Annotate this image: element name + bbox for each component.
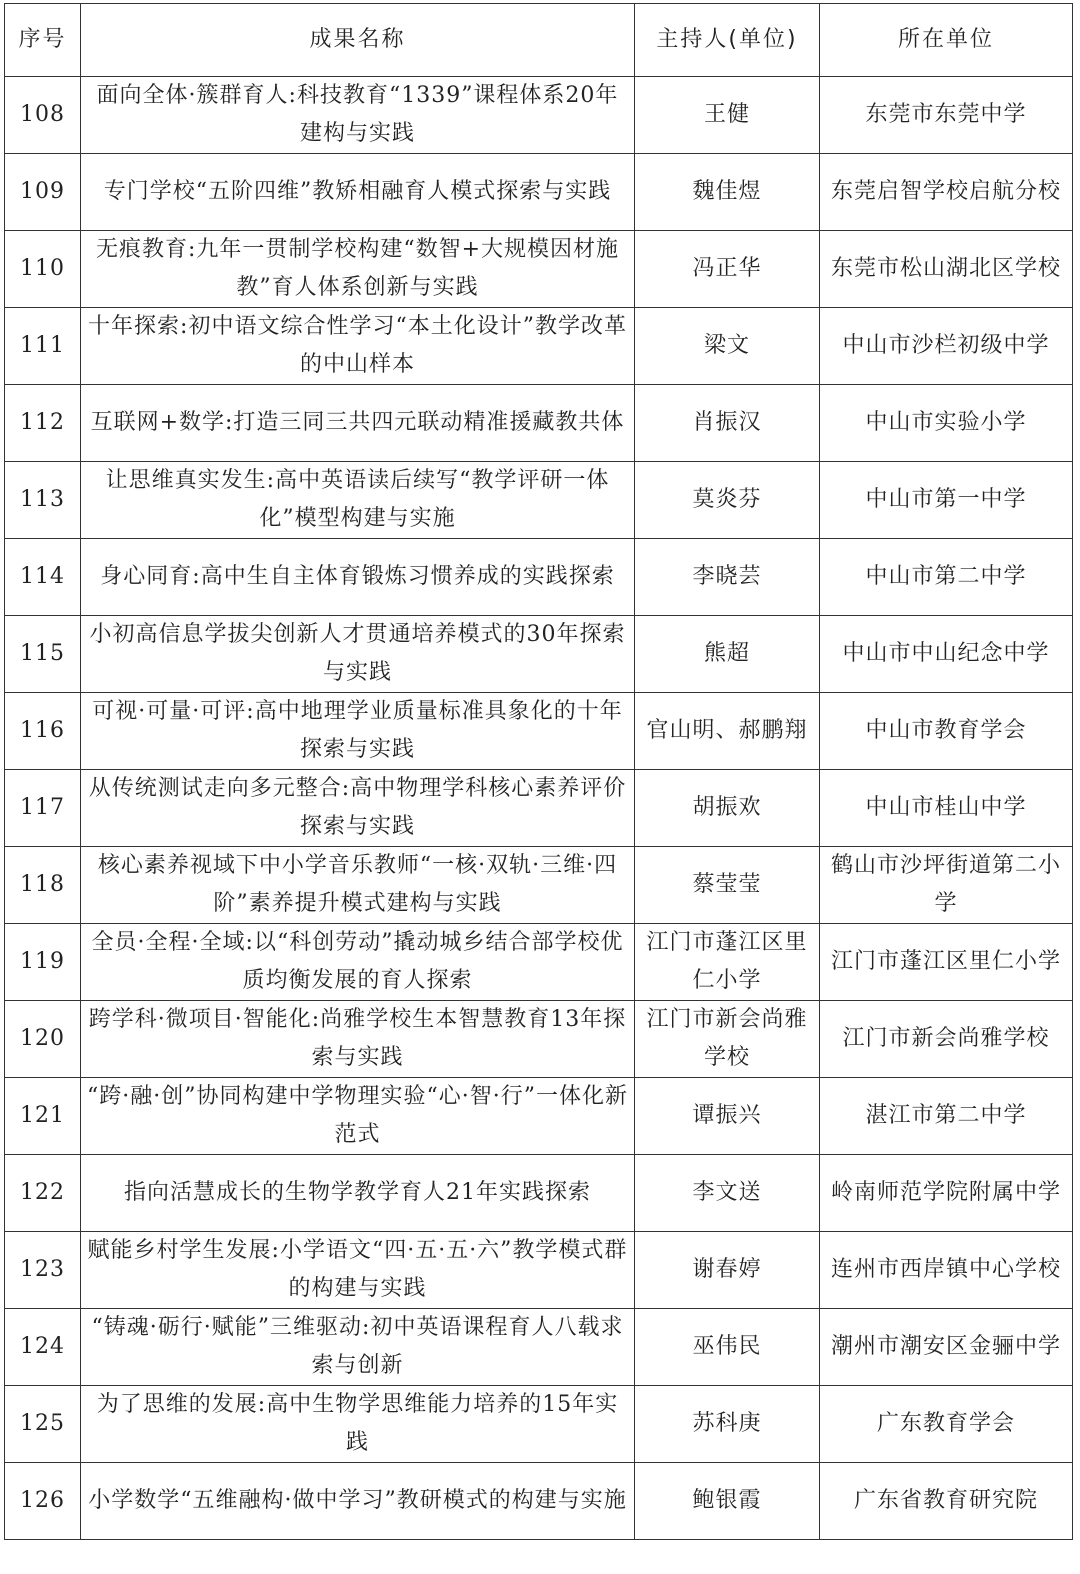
row-achievement-title: 从传统测试走向多元整合:高中物理学科核心素养评价探索与实践	[81, 770, 635, 847]
row-unit: 中山市教育学会	[820, 693, 1073, 770]
row-host: 苏科庚	[635, 1386, 820, 1463]
table-body	[5, 77, 1073, 1540]
row-serial-number: 112	[5, 385, 81, 462]
row-achievement-title: 指向活慧成长的生物学教学育人21年实践探索	[81, 1155, 635, 1232]
row-serial-number: 115	[5, 616, 81, 693]
row-unit: 潮州市潮安区金骊中学	[820, 1309, 1073, 1386]
table-row	[5, 1155, 1073, 1232]
row-achievement-title: 赋能乡村学生发展:小学语文“四·五·五·六”教学模式群的构建与实践	[81, 1232, 635, 1309]
row-host: 官山明、郝鹏翔	[635, 693, 820, 770]
row-host: 冯正华	[635, 231, 820, 308]
row-host: 蔡莹莹	[635, 847, 820, 924]
row-unit: 东莞市东莞中学	[820, 77, 1073, 154]
row-unit: 中山市实验小学	[820, 385, 1073, 462]
table-row	[5, 539, 1073, 616]
table-row	[5, 1078, 1073, 1155]
table-row	[5, 231, 1073, 308]
row-serial-number: 118	[5, 847, 81, 924]
table-row	[5, 1001, 1073, 1078]
row-unit: 中山市第二中学	[820, 539, 1073, 616]
row-unit: 湛江市第二中学	[820, 1078, 1073, 1155]
row-achievement-title: 跨学科·微项目·智能化:尚雅学校生本智慧教育13年探索与实践	[81, 1001, 635, 1078]
row-serial-number: 114	[5, 539, 81, 616]
row-unit: 中山市桂山中学	[820, 770, 1073, 847]
document-page	[4, 3, 1072, 1540]
row-unit: 连州市西岸镇中心学校	[820, 1232, 1073, 1309]
table-row	[5, 847, 1073, 924]
row-achievement-title: 无痕教育:九年一贯制学校构建“数智+大规模因材施教”育人体系创新与实践	[81, 231, 635, 308]
table-row	[5, 770, 1073, 847]
table-row	[5, 462, 1073, 539]
row-serial-number: 121	[5, 1078, 81, 1155]
row-host: 江门市新会尚雅学校	[635, 1001, 820, 1078]
row-host: 熊超	[635, 616, 820, 693]
row-host: 肖振汉	[635, 385, 820, 462]
row-host: 魏佳煜	[635, 154, 820, 231]
row-serial-number: 109	[5, 154, 81, 231]
row-achievement-title: 互联网+数学:打造三同三共四元联动精准援藏教共体	[81, 385, 635, 462]
row-unit: 广东省教育研究院	[820, 1463, 1073, 1540]
row-serial-number: 120	[5, 1001, 81, 1078]
table-row	[5, 1309, 1073, 1386]
row-serial-number: 110	[5, 231, 81, 308]
row-host: 王健	[635, 77, 820, 154]
table-header-row	[5, 4, 1073, 77]
header-unit: 所在单位	[820, 4, 1073, 77]
table-row	[5, 693, 1073, 770]
row-host: 莫炎芬	[635, 462, 820, 539]
table-row	[5, 385, 1073, 462]
row-unit: 东莞市松山湖北区学校	[820, 231, 1073, 308]
row-achievement-title: 身心同育:高中生自主体育锻炼习惯养成的实践探索	[81, 539, 635, 616]
row-achievement-title: “跨·融·创”协同构建中学物理实验“心·智·行”一体化新范式	[81, 1078, 635, 1155]
row-host: 胡振欢	[635, 770, 820, 847]
table-row	[5, 154, 1073, 231]
row-unit: 东莞启智学校启航分校	[820, 154, 1073, 231]
row-serial-number: 108	[5, 77, 81, 154]
row-serial-number: 126	[5, 1463, 81, 1540]
row-host: 江门市蓬江区里仁小学	[635, 924, 820, 1001]
row-achievement-title: 专门学校“五阶四维”教矫相融育人模式探索与实践	[81, 154, 635, 231]
row-serial-number: 122	[5, 1155, 81, 1232]
row-host: 梁文	[635, 308, 820, 385]
table-row	[5, 1232, 1073, 1309]
row-unit: 中山市第一中学	[820, 462, 1073, 539]
row-serial-number: 119	[5, 924, 81, 1001]
table-row	[5, 616, 1073, 693]
row-serial-number: 113	[5, 462, 81, 539]
row-achievement-title: 小初高信息学拔尖创新人才贯通培养模式的30年探索与实践	[81, 616, 635, 693]
table-row	[5, 1463, 1073, 1540]
row-unit: 广东教育学会	[820, 1386, 1073, 1463]
row-host: 李晓芸	[635, 539, 820, 616]
row-unit: 岭南师范学院附属中学	[820, 1155, 1073, 1232]
row-serial-number: 117	[5, 770, 81, 847]
table-row	[5, 1386, 1073, 1463]
row-unit: 江门市新会尚雅学校	[820, 1001, 1073, 1078]
table-row	[5, 308, 1073, 385]
row-achievement-title: 让思维真实发生:高中英语读后续写“教学评研一体化”模型构建与实施	[81, 462, 635, 539]
row-unit: 中山市中山纪念中学	[820, 616, 1073, 693]
row-unit: 中山市沙栏初级中学	[820, 308, 1073, 385]
row-achievement-title: 小学数学“五维融构·做中学习”教研模式的构建与实施	[81, 1463, 635, 1540]
table-row	[5, 924, 1073, 1001]
row-achievement-title: 面向全体·簇群育人:科技教育“1339”课程体系20年建构与实践	[81, 77, 635, 154]
header-host: 主持人(单位)	[635, 4, 820, 77]
header-achievement-title: 成果名称	[81, 4, 635, 77]
row-achievement-title: 全员·全程·全域:以“科创劳动”撬动城乡结合部学校优质均衡发展的育人探索	[81, 924, 635, 1001]
row-serial-number: 125	[5, 1386, 81, 1463]
row-serial-number: 111	[5, 308, 81, 385]
row-achievement-title: 可视·可量·可评:高中地理学业质量标准具象化的十年探索与实践	[81, 693, 635, 770]
row-host: 李文送	[635, 1155, 820, 1232]
row-unit: 江门市蓬江区里仁小学	[820, 924, 1073, 1001]
table-row	[5, 77, 1073, 154]
row-serial-number: 116	[5, 693, 81, 770]
row-achievement-title: “铸魂·砺行·赋能”三维驱动:初中英语课程育人八载求索与创新	[81, 1309, 635, 1386]
row-achievement-title: 核心素养视域下中小学音乐教师“一核·双轨·三维·四阶”素养提升模式建构与实践	[81, 847, 635, 924]
row-achievement-title: 为了思维的发展:高中生物学思维能力培养的15年实践	[81, 1386, 635, 1463]
awards-table	[4, 3, 1073, 1540]
row-achievement-title: 十年探索:初中语文综合性学习“本土化设计”教学改革的中山样本	[81, 308, 635, 385]
header-serial-number: 序号	[5, 4, 81, 77]
row-serial-number: 124	[5, 1309, 81, 1386]
row-host: 鲍银霞	[635, 1463, 820, 1540]
row-serial-number: 123	[5, 1232, 81, 1309]
row-host: 谭振兴	[635, 1078, 820, 1155]
row-host: 谢春婷	[635, 1232, 820, 1309]
row-host: 巫伟民	[635, 1309, 820, 1386]
row-unit: 鹤山市沙坪街道第二小学	[820, 847, 1073, 924]
